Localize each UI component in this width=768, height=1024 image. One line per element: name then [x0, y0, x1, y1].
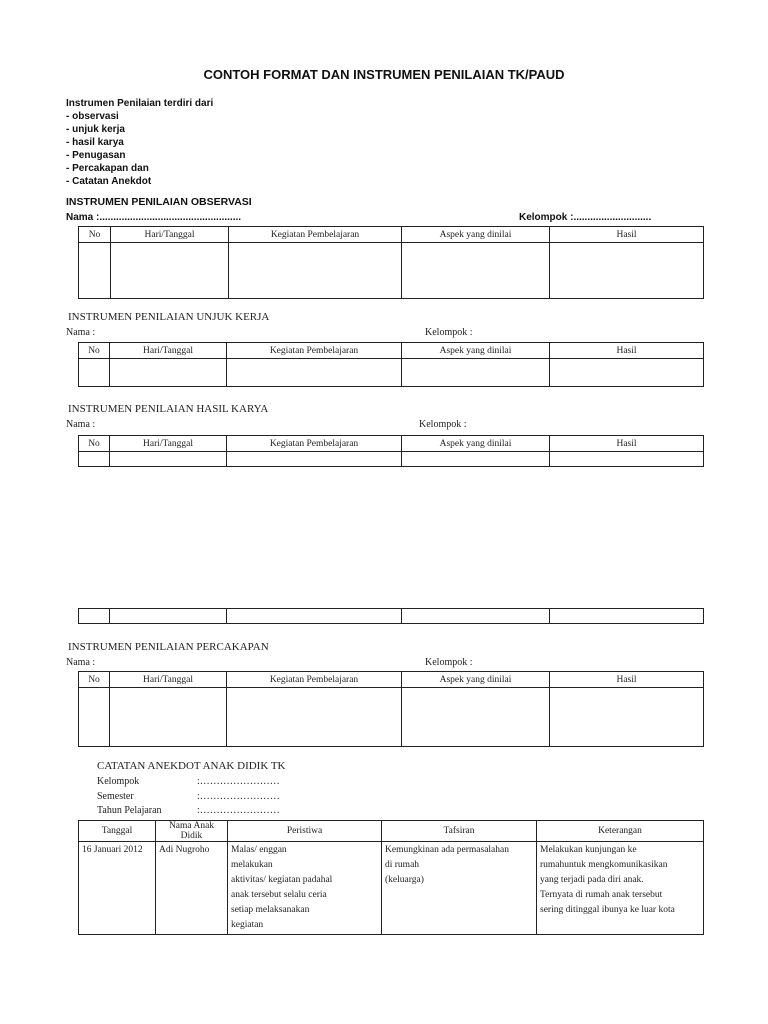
unjuk-kerja-kelompok: Kelompok :	[425, 327, 473, 338]
document-title: CONTOH FORMAT DAN INSTRUMEN PENILAIAN TK/PAUD	[203, 67, 565, 82]
col-header: No	[79, 343, 110, 359]
col-header: Hari/Tanggal	[110, 672, 227, 688]
col-header: Kegiatan Pembelajaran	[227, 436, 402, 452]
col-header: Aspek yang dinilai	[402, 227, 550, 243]
intro-item: - observasi	[66, 111, 119, 122]
col-header: Hasil	[550, 436, 704, 452]
intro-item: - Percakapan dan	[66, 163, 149, 174]
field-label: Tahun Pelajaran	[97, 805, 162, 816]
hasil-karya-table	[78, 435, 704, 467]
hasil-karya-title: INSTRUMEN PENILAIAN HASIL KARYA	[68, 403, 269, 415]
observasi-kelompok: Kelompok :............................	[519, 212, 652, 223]
field-value: :……………………	[197, 790, 280, 802]
cell-keterangan: Melakukan kunjungan ke rumahuntuk mengkomunikasikan yang terjadi pada diri anak. Ternyata di rumah anak tersebut sering ditinggal ibunya ke luar kota	[537, 842, 704, 935]
intro-heading: Instrumen Penilaian terdiri dari	[66, 98, 214, 109]
field-label: Semester	[97, 790, 134, 802]
col-header: Peristiwa	[228, 821, 382, 842]
col-header: Tafsiran	[382, 821, 537, 842]
intro-item: - hasil karya	[66, 137, 124, 148]
intro-item: - Penugasan	[66, 150, 126, 161]
anekdot-fields	[97, 775, 280, 819]
unjuk-kerja-title: INSTRUMEN PENILAIAN UNJUK KERJA	[68, 311, 270, 323]
col-header: Kegiatan Pembelajaran	[227, 343, 402, 359]
anekdot-title: CATATAN ANEKDOT ANAK DIDIK TK	[97, 760, 286, 772]
cell-tafsiran: Kemungkinan ada permasalahan di rumah (keluarga)	[382, 842, 537, 935]
percakapan-table	[78, 671, 704, 747]
col-header: Kegiatan Pembelajaran	[229, 227, 402, 243]
field-value: :……………………	[197, 776, 280, 787]
hasil-karya-kelompok: Kelompok :	[419, 419, 467, 430]
percakapan-nama: Nama :	[66, 657, 96, 668]
col-header: Nama Anak Didik	[156, 821, 228, 842]
percakapan-kelompok: Kelompok :	[425, 657, 473, 668]
observasi-table	[78, 226, 704, 299]
col-header: Kegiatan Pembelajaran	[227, 672, 402, 688]
intro-item: - unjuk kerja	[66, 124, 125, 135]
col-header: Aspek yang dinilai	[402, 672, 550, 688]
hasil-karya-nama: Nama :	[66, 419, 96, 430]
intro-item: - Catatan Anekdot	[66, 176, 152, 187]
field-label: Kelompok	[97, 776, 140, 787]
col-header: No	[79, 436, 110, 452]
table-row	[79, 842, 704, 935]
col-header: Aspek yang dinilai	[402, 343, 550, 359]
cell-peristiwa: Malas/ enggan melakukan aktivitas/ kegiatan padahal anak tersebut selalu ceria setiap melaksanakan kegiatan	[228, 842, 382, 935]
cell-nama: Adi Nugroho	[156, 842, 228, 935]
percakapan-title: INSTRUMEN PENILAIAN PERCAKAPAN	[68, 641, 269, 653]
col-header: Hasil	[550, 227, 704, 243]
col-header: Hasil	[550, 343, 704, 359]
unjuk-kerja-nama: Nama :	[66, 327, 96, 338]
intro-list	[66, 97, 213, 188]
observasi-title: INSTRUMEN PENILAIAN OBSERVASI	[66, 196, 252, 208]
col-header: Tanggal	[79, 821, 156, 842]
cell-tanggal: 16 Januari 2012	[79, 842, 156, 935]
observasi-nama: Nama :...................................................	[66, 212, 242, 223]
empty-table-row	[78, 608, 704, 624]
col-header: No	[79, 672, 110, 688]
field-value: :……………………	[197, 805, 280, 816]
col-header: Hari/Tanggal	[110, 343, 227, 359]
col-header: Keterangan	[537, 821, 704, 842]
col-header: Hari/Tanggal	[111, 227, 229, 243]
col-header: No	[79, 227, 111, 243]
col-header: Hari/Tanggal	[110, 436, 227, 452]
anekdot-table	[78, 820, 704, 935]
col-header: Hasil	[550, 672, 704, 688]
col-header: Aspek yang dinilai	[402, 436, 550, 452]
unjuk-kerja-table	[78, 342, 704, 387]
